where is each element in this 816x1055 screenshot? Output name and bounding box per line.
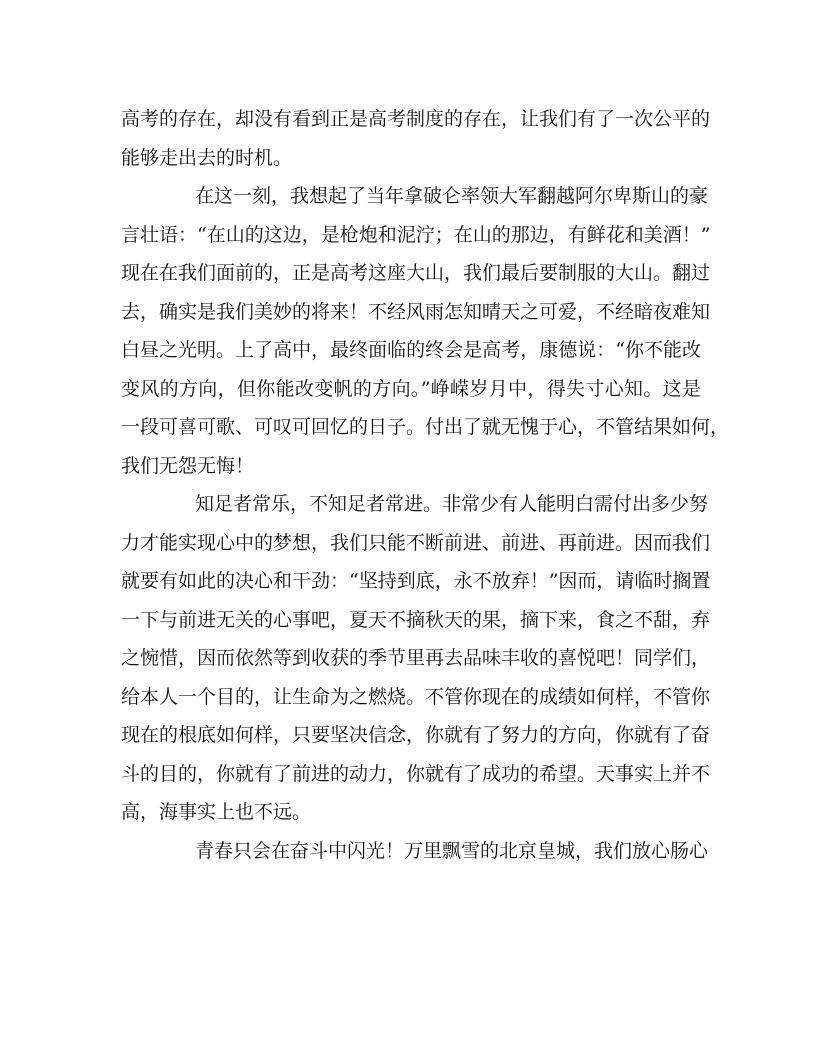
text-line: 能够走出去的时机。 (121, 146, 293, 169)
body-text (121, 100, 730, 870)
text-line: 高，海事实上也不远。 (121, 801, 312, 823)
text-line: 现在在我们面前的，正是高考这座大山，我们最后要制服的大山。翻过 (121, 262, 711, 284)
text-line: 知足者常乐，不知足者常进。非常少有人能明白需付出多少努 (195, 493, 709, 515)
text-line: 就要有如此的决心和干劲：“坚持到底，永不放弃！”因而，请临时搁置 (121, 570, 711, 592)
text-line: 一段可喜可歌、可叹可回忆的日子。付出了就无愧于心，不管结果如何， (121, 416, 730, 438)
text-line: 在这一刻，我想起了当年拿破仑率领大军翻越阿尔卑斯山的豪 (195, 185, 709, 207)
text-line: 力才能实现心中的梦想，我们只能不断前进、前进、再前进。因而我们 (121, 531, 711, 554)
text-line: 给本人一个目的，让生命为之燃烧。不管你现在的成绩如何样，不管你 (121, 685, 711, 708)
text-line: 我们无怨无悔！ (121, 454, 255, 477)
text-line: 斗的目的，你就有了前进的动力，你就有了成功的希望。天事实上并不 (121, 762, 711, 785)
text-line: 变风的方向，但你能改变帆的方向。”峥嵘岁月中，得失寸心知。这是 (121, 377, 701, 400)
text-line: 去，确实是我们美妙的将来！不经风雨怎知晴天之可爱，不经暗夜难知 (121, 300, 711, 323)
text-line: 言壮语：“在山的这边，是枪炮和泥泞；在山的那边，有鲜花和美酒！” (121, 223, 711, 246)
text-line: 高考的存在，却没有看到正是高考制度的存在，让我们有了一次公平的 (121, 108, 711, 130)
text-line: 之惋惜，因而依然等到收获的季节里再去品味丰收的喜悦吧！同学们， (121, 647, 711, 669)
text-line: 一下与前进无关的心事吧，夏天不摘秋天的果，摘下来，食之不甜，弃 (121, 608, 711, 631)
text-line: 白昼之光明。上了高中，最终面临的终会是高考，康德说：“你不能改 (121, 339, 701, 361)
text-line: 现在的根底如何样，只要坚决信念，你就有了努力的方向，你就有了奋 (121, 724, 711, 746)
text-line: 青春只会在奋斗中闪光！万里飘雪的北京皇城，我们放心肠心 (195, 839, 709, 862)
